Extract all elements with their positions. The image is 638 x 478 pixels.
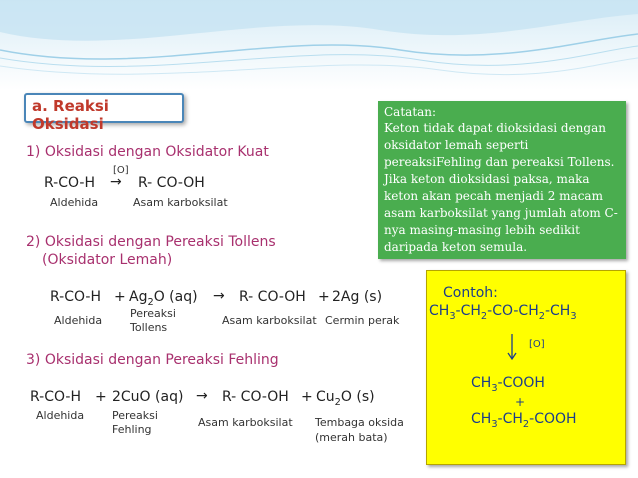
s2-arrow: → bbox=[213, 288, 225, 304]
s3-label-aldehida: Aldehida bbox=[36, 409, 85, 422]
note-line: Catatan: bbox=[384, 105, 437, 119]
note-line: nya masing-masing lebih sedikit bbox=[384, 223, 580, 237]
note-line: Keton tidak dapat dioksidasi dengan bbox=[384, 121, 606, 135]
s3-reactant-1: R-CO-H bbox=[30, 389, 81, 405]
s1-label-aldehida: Aldehida bbox=[50, 196, 99, 209]
s1-label-asam: Asam karboksilat bbox=[133, 196, 228, 209]
s3-plus-1: + bbox=[95, 389, 107, 405]
example-oxidant: [O] bbox=[529, 339, 545, 350]
s3-product-2: $Cu_2O$ (s) bbox=[316, 389, 375, 408]
example-ketone: $CH_3-CH_2-CO-CH_2-CH_3$ bbox=[429, 303, 577, 322]
note-box bbox=[378, 101, 626, 259]
note-line: asam karboksilat yang jumlah atom C- bbox=[384, 206, 618, 220]
section2-subheading: (Oksidator Lemah) bbox=[42, 252, 173, 268]
s3-label-fehling: Fehling bbox=[112, 423, 152, 436]
s3-reactant-2: 2CuO (aq) bbox=[112, 389, 184, 405]
s2-plus-1: + bbox=[114, 289, 126, 305]
section1-heading: 1) Oksidasi dengan Oksidator Kuat bbox=[26, 144, 269, 160]
note-line: pereaksiFehling dan pereaksi Tollens. bbox=[384, 155, 615, 169]
s3-product-1: R- CO-OH bbox=[222, 389, 289, 405]
example-product-2: $CH_3-CH_2$-COOH bbox=[471, 411, 577, 430]
s1-oxidant: [O] bbox=[113, 165, 129, 176]
s3-label-merah: (merah bata) bbox=[315, 431, 388, 444]
note-line: keton akan pecah menjadi 2 macam bbox=[384, 189, 603, 203]
note-line: oksidator lemah seperti bbox=[384, 138, 529, 152]
section-title: a. Reaksi Oksidasi bbox=[32, 97, 109, 133]
s2-label-asam: Asam karboksilat bbox=[222, 314, 317, 327]
s3-plus-2: + bbox=[301, 389, 313, 405]
header-wave-decoration bbox=[0, 0, 638, 90]
s2-plus-2: + bbox=[318, 289, 330, 305]
s2-product-1: R- CO-OH bbox=[239, 289, 306, 305]
s1-arrow: → bbox=[110, 174, 122, 190]
s2-label-tollens: Tollens bbox=[130, 321, 168, 334]
section3-heading: 3) Oksidasi dengan Pereaksi Fehling bbox=[26, 352, 279, 368]
s3-label-pereaksi: Pereaksi bbox=[112, 409, 158, 422]
s2-product-2: 2Ag (s) bbox=[332, 289, 383, 305]
s2-reactant-2: $Ag_2O$ (aq) bbox=[129, 289, 198, 308]
example-product-1: $CH_3$-COOH bbox=[471, 375, 545, 394]
s2-reactant-1: R-CO-H bbox=[50, 289, 101, 305]
down-arrow-icon bbox=[505, 333, 519, 361]
section-title-box bbox=[24, 93, 184, 133]
section2-heading: 2) Oksidasi dengan Pereaksi Tollens bbox=[26, 234, 276, 250]
example-plus: + bbox=[515, 395, 526, 409]
example-box bbox=[426, 270, 626, 465]
s1-product: R- CO-OH bbox=[138, 175, 205, 191]
s2-label-pereaksi: Pereaksi bbox=[130, 307, 176, 320]
s1-reactant: R-CO-H bbox=[44, 175, 95, 191]
s2-label-aldehida: Aldehida bbox=[54, 314, 103, 327]
s2-label-cermin: Cermin perak bbox=[325, 314, 400, 327]
s3-arrow: → bbox=[196, 388, 208, 404]
note-line: daripada keton semula. bbox=[384, 240, 528, 254]
s3-label-tembaga: Tembaga oksida bbox=[315, 416, 404, 429]
s3-label-asam: Asam karboksilat bbox=[198, 416, 293, 429]
note-line: Jika keton dioksidasi paksa, maka bbox=[384, 172, 590, 186]
example-label: Contoh: bbox=[443, 285, 498, 301]
